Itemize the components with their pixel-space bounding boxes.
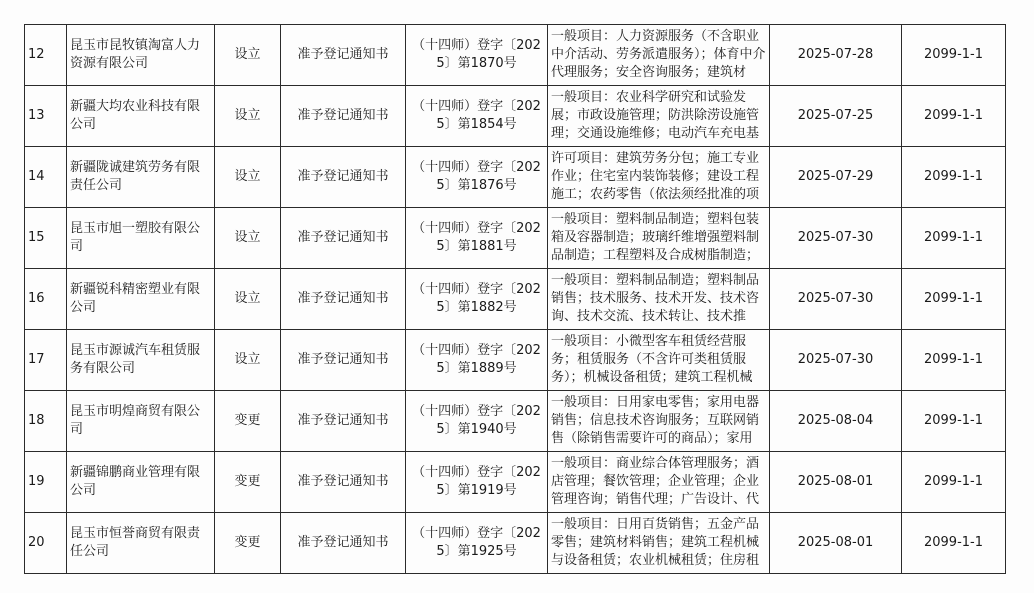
company-name-cell <box>67 452 215 513</box>
registration-type-cell <box>215 452 281 513</box>
valid-until-cell <box>902 452 1006 513</box>
document-type-cell <box>281 208 406 269</box>
document-type-cell <box>281 513 406 574</box>
registration-number: （十四师）登字〔2025〕第1925号 <box>412 526 541 559</box>
row-number-cell <box>25 269 67 330</box>
valid-until: 2099-1-1 <box>923 47 983 62</box>
company-name-cell <box>67 391 215 452</box>
company-name-cell <box>67 208 215 269</box>
registration-number: （十四师）登字〔2025〕第1870号 <box>412 38 541 71</box>
document-type: 准予登记通知书 <box>297 108 389 123</box>
document-type: 准予登记通知书 <box>297 169 389 184</box>
company-name-cell <box>67 513 215 574</box>
approval-date-cell <box>770 208 902 269</box>
valid-until-cell <box>902 513 1006 574</box>
registration-type: 设立 <box>234 230 261 245</box>
approval-date-cell <box>770 269 902 330</box>
table-row <box>25 25 1006 86</box>
registration-table <box>24 24 1006 574</box>
valid-until-cell <box>902 208 1006 269</box>
approval-date-cell <box>770 513 902 574</box>
valid-until-cell <box>902 269 1006 330</box>
approval-date: 2025-07-30 <box>797 291 874 306</box>
document-type: 准予登记通知书 <box>297 535 389 550</box>
company-name-cell <box>67 269 215 330</box>
document-type-cell <box>281 147 406 208</box>
registration-type: 设立 <box>234 169 261 184</box>
table-row <box>25 391 1006 452</box>
business-scope: 一般项目：日用家电零售；家用电器销售；信息技术咨询服务；互联网销售（除销售需要许可的商品）；家用 <box>551 395 760 446</box>
document-type: 准予登记通知书 <box>297 230 389 245</box>
registration-number: （十四师）登字〔2025〕第1881号 <box>412 221 541 254</box>
registration-number: （十四师）登字〔2025〕第1919号 <box>412 465 541 498</box>
approval-date: 2025-08-01 <box>797 474 874 489</box>
document-type-cell <box>281 330 406 391</box>
approval-date-cell <box>770 452 902 513</box>
business-scope-cell <box>548 513 770 574</box>
company-name: 昆玉市明煌商贸有限公司 <box>70 404 201 437</box>
business-scope-cell <box>548 269 770 330</box>
row-number: 18 <box>28 413 45 428</box>
registration-number-cell <box>406 25 548 86</box>
registration-type-cell <box>215 330 281 391</box>
business-scope: 一般项目：人力资源服务（不含职业中介活动、劳务派遣服务）；体育中介代理服务；安全咨询服务；建筑材 <box>551 29 766 80</box>
valid-until: 2099-1-1 <box>923 291 983 306</box>
document-type-cell <box>281 86 406 147</box>
business-scope-cell <box>548 452 770 513</box>
table-row <box>25 269 1006 330</box>
row-number-cell <box>25 330 67 391</box>
business-scope-cell <box>548 208 770 269</box>
registration-number: （十四师）登字〔2025〕第1882号 <box>412 282 541 315</box>
registration-type: 设立 <box>234 352 261 367</box>
valid-until-cell <box>902 330 1006 391</box>
company-name: 新疆大均农业科技有限公司 <box>70 99 201 132</box>
business-scope-cell <box>548 391 770 452</box>
approval-date: 2025-07-29 <box>797 169 874 184</box>
company-name: 昆玉市昆牧镇淘富人力资源有限公司 <box>70 38 201 71</box>
business-scope: 一般项目：农业科学研究和试验发展；市政设施管理；防洪除涝设施管理；交通设施维修；电动汽车充电基 <box>551 90 760 141</box>
registration-number-cell <box>406 452 548 513</box>
valid-until: 2099-1-1 <box>923 230 983 245</box>
business-scope: 一般项目：日用百货销售；五金产品零售；建筑材料销售；建筑工程机械与设备租赁；农业机械租赁；住房租 <box>551 517 760 568</box>
row-number-cell <box>25 208 67 269</box>
document-type: 准予登记通知书 <box>297 47 389 62</box>
row-number-cell <box>25 391 67 452</box>
business-scope-cell <box>548 147 770 208</box>
row-number: 13 <box>28 108 45 123</box>
table-row <box>25 86 1006 147</box>
registration-number: （十四师）登字〔2025〕第1876号 <box>412 160 541 193</box>
registration-type-cell <box>215 391 281 452</box>
registration-number-cell <box>406 208 548 269</box>
valid-until: 2099-1-1 <box>923 413 983 428</box>
company-name: 昆玉市源诚汽车租赁服务有限公司 <box>70 343 201 376</box>
company-name: 新疆陇诚建筑劳务有限责任公司 <box>70 160 201 193</box>
registration-type-cell <box>215 513 281 574</box>
table-row <box>25 147 1006 208</box>
row-number: 15 <box>28 230 45 245</box>
business-scope: 许可项目：建筑劳务分包；施工专业作业；住宅室内装饰装修；建设工程施工；农药零售（依法须经批准的项 <box>551 151 760 202</box>
valid-until-cell <box>902 391 1006 452</box>
company-name: 新疆锦鹏商业管理有限公司 <box>70 465 201 498</box>
company-name-cell <box>67 25 215 86</box>
table-row <box>25 452 1006 513</box>
approval-date-cell <box>770 330 902 391</box>
table-row <box>25 330 1006 391</box>
valid-until: 2099-1-1 <box>923 535 983 550</box>
approval-date-cell <box>770 86 902 147</box>
company-name: 新疆锐科精密塑业有限公司 <box>70 282 201 315</box>
business-scope: 一般项目：小微型客车租赁经营服务；租赁服务（不含许可类租赁服务）；机械设备租赁；建筑工程机械 <box>551 334 753 385</box>
table-row <box>25 208 1006 269</box>
document-type-cell <box>281 269 406 330</box>
approval-date: 2025-07-25 <box>797 108 874 123</box>
registration-type: 设立 <box>234 108 261 123</box>
row-number: 12 <box>28 47 45 62</box>
approval-date-cell <box>770 25 902 86</box>
document-type: 准予登记通知书 <box>297 352 389 367</box>
registration-number-cell <box>406 147 548 208</box>
registration-type: 变更 <box>234 535 261 550</box>
registration-number-cell <box>406 391 548 452</box>
approval-date: 2025-07-30 <box>797 352 874 367</box>
table-body <box>25 25 1006 574</box>
company-name-cell <box>67 330 215 391</box>
approval-date: 2025-08-04 <box>797 413 874 428</box>
approval-date-cell <box>770 391 902 452</box>
business-scope: 一般项目：商业综合体管理服务；酒店管理；餐饮管理；企业管理；企业管理咨询；销售代理；广告设计、代 <box>551 456 760 507</box>
document-type: 准予登记通知书 <box>297 413 389 428</box>
registration-type-cell <box>215 208 281 269</box>
row-number: 17 <box>28 352 45 367</box>
registration-type: 变更 <box>234 474 261 489</box>
approval-date: 2025-07-28 <box>797 47 874 62</box>
approval-date: 2025-07-30 <box>797 230 874 245</box>
row-number-cell <box>25 147 67 208</box>
registration-number: （十四师）登字〔2025〕第1854号 <box>412 99 541 132</box>
company-name-cell <box>67 86 215 147</box>
row-number-cell <box>25 452 67 513</box>
row-number-cell <box>25 86 67 147</box>
registration-number: （十四师）登字〔2025〕第1940号 <box>412 404 541 437</box>
company-name: 昆玉市恒誉商贸有限责任公司 <box>70 526 201 559</box>
document-type-cell <box>281 25 406 86</box>
registration-type: 变更 <box>234 413 261 428</box>
registration-type: 设立 <box>234 291 261 306</box>
business-scope-cell <box>548 330 770 391</box>
row-number: 14 <box>28 169 45 184</box>
valid-until: 2099-1-1 <box>923 474 983 489</box>
row-number: 16 <box>28 291 45 306</box>
valid-until: 2099-1-1 <box>923 352 983 367</box>
document-type: 准予登记通知书 <box>297 474 389 489</box>
registration-type-cell <box>215 269 281 330</box>
registration-number-cell <box>406 269 548 330</box>
valid-until-cell <box>902 86 1006 147</box>
valid-until: 2099-1-1 <box>923 108 983 123</box>
registration-type-cell <box>215 147 281 208</box>
row-number-cell <box>25 25 67 86</box>
registration-type-cell <box>215 25 281 86</box>
business-scope: 一般项目：塑料制品制造；塑料制品销售；技术服务、技术开发、技术咨询、技术交流、技术转让、技术推 <box>551 273 760 324</box>
valid-until: 2099-1-1 <box>923 169 983 184</box>
registration-type: 设立 <box>234 47 261 62</box>
document-type: 准予登记通知书 <box>297 291 389 306</box>
valid-until-cell <box>902 147 1006 208</box>
business-scope: 一般项目：塑料制品制造；塑料包装箱及容器制造；玻璃纤维增强塑料制品制造；工程塑料及合成树脂制造； <box>551 212 760 263</box>
document-type-cell <box>281 391 406 452</box>
registration-number-cell <box>406 330 548 391</box>
table-row <box>25 513 1006 574</box>
registration-type-cell <box>215 86 281 147</box>
approval-date: 2025-08-01 <box>797 535 874 550</box>
registration-number: （十四师）登字〔2025〕第1889号 <box>412 343 541 376</box>
row-number: 19 <box>28 474 45 489</box>
approval-date-cell <box>770 147 902 208</box>
document-type-cell <box>281 452 406 513</box>
registration-number-cell <box>406 513 548 574</box>
registration-number-cell <box>406 86 548 147</box>
company-name: 昆玉市旭一塑胶有限公司 <box>70 221 201 254</box>
row-number: 20 <box>28 535 45 550</box>
company-name-cell <box>67 147 215 208</box>
business-scope-cell <box>548 25 770 86</box>
valid-until-cell <box>902 25 1006 86</box>
business-scope-cell <box>548 86 770 147</box>
row-number-cell <box>25 513 67 574</box>
